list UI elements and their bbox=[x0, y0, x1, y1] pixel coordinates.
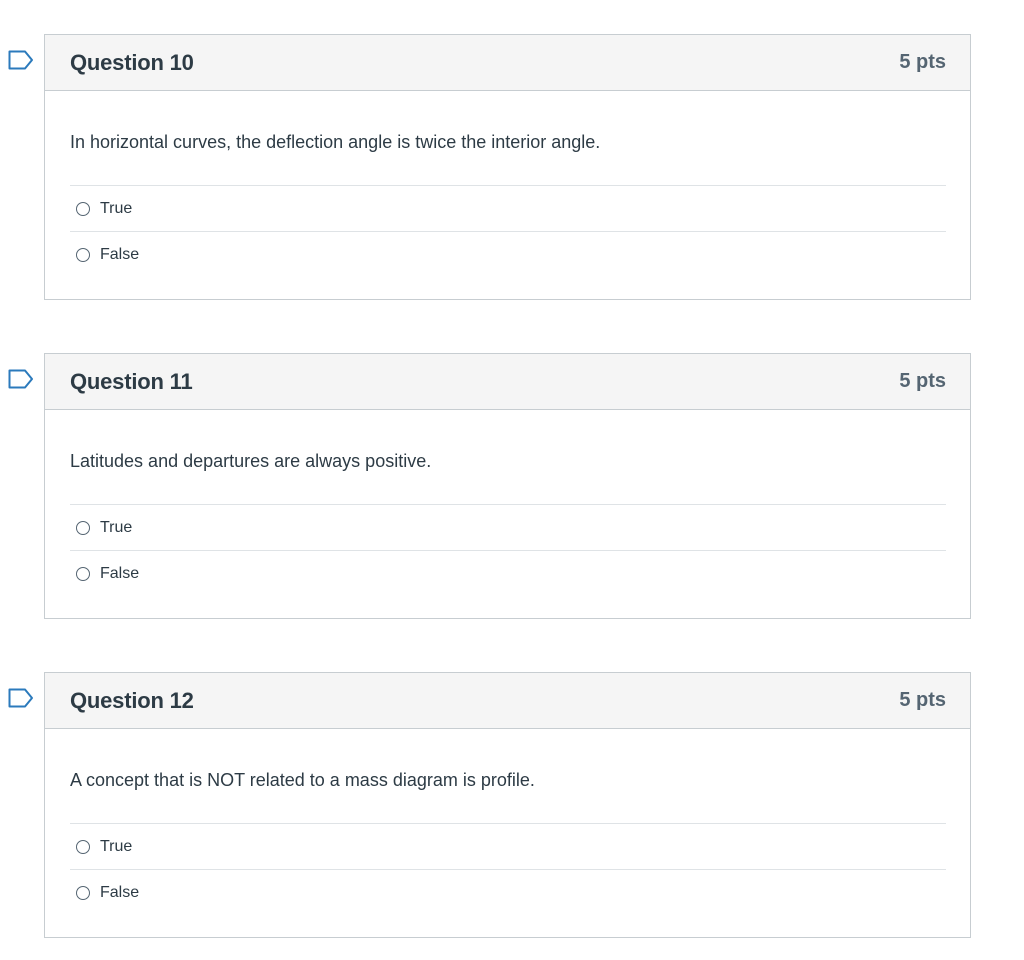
question-body bbox=[45, 410, 970, 597]
radio-button[interactable] bbox=[76, 567, 90, 581]
answer-label: False bbox=[100, 884, 140, 901]
answer-label: True bbox=[100, 199, 133, 217]
flag-outline-icon bbox=[8, 369, 34, 389]
question-points: 5 pts bbox=[899, 370, 946, 392]
flag-outline-icon bbox=[8, 688, 34, 708]
question-points: 5 pts bbox=[899, 689, 946, 711]
answer-list bbox=[70, 823, 946, 916]
question-text: Latitudes and departures are always positive. bbox=[70, 451, 432, 471]
radio-button[interactable] bbox=[76, 886, 90, 900]
question-header bbox=[45, 35, 970, 91]
answer-option-false[interactable] bbox=[70, 870, 946, 916]
answer-option-false[interactable] bbox=[70, 232, 946, 278]
answer-list bbox=[70, 185, 946, 278]
question-title: Question 10 bbox=[70, 49, 194, 75]
answer-option-false[interactable] bbox=[70, 551, 946, 597]
question-text: In horizontal curves, the deflection angle is twice the interior angle. bbox=[70, 132, 601, 152]
question-text: A concept that is NOT related to a mass diagram is profile. bbox=[70, 770, 535, 790]
flag-question-button[interactable] bbox=[8, 50, 34, 70]
answer-option-true[interactable] bbox=[70, 505, 946, 551]
flag-question-button[interactable] bbox=[8, 688, 34, 708]
flag-question-button[interactable] bbox=[8, 369, 34, 389]
answer-label: False bbox=[100, 565, 140, 582]
answer-list bbox=[70, 504, 946, 597]
radio-button[interactable] bbox=[76, 202, 90, 216]
question-points: 5 pts bbox=[899, 51, 946, 73]
question-body bbox=[45, 91, 970, 278]
answer-label: True bbox=[100, 837, 133, 855]
question-card bbox=[44, 34, 971, 300]
question-title: Question 12 bbox=[70, 687, 194, 713]
radio-button[interactable] bbox=[76, 248, 90, 262]
answer-option-true[interactable] bbox=[70, 824, 946, 870]
radio-button[interactable] bbox=[76, 840, 90, 854]
answer-option-true[interactable] bbox=[70, 186, 946, 232]
question-body bbox=[45, 729, 970, 916]
answer-label: False bbox=[100, 246, 140, 263]
answer-label: True bbox=[100, 518, 133, 536]
question-header bbox=[45, 354, 970, 410]
question-title: Question 11 bbox=[70, 368, 193, 394]
question-card bbox=[44, 672, 971, 938]
radio-button[interactable] bbox=[76, 521, 90, 535]
question-card bbox=[44, 353, 971, 619]
question-header bbox=[45, 673, 970, 729]
flag-outline-icon bbox=[8, 50, 34, 70]
